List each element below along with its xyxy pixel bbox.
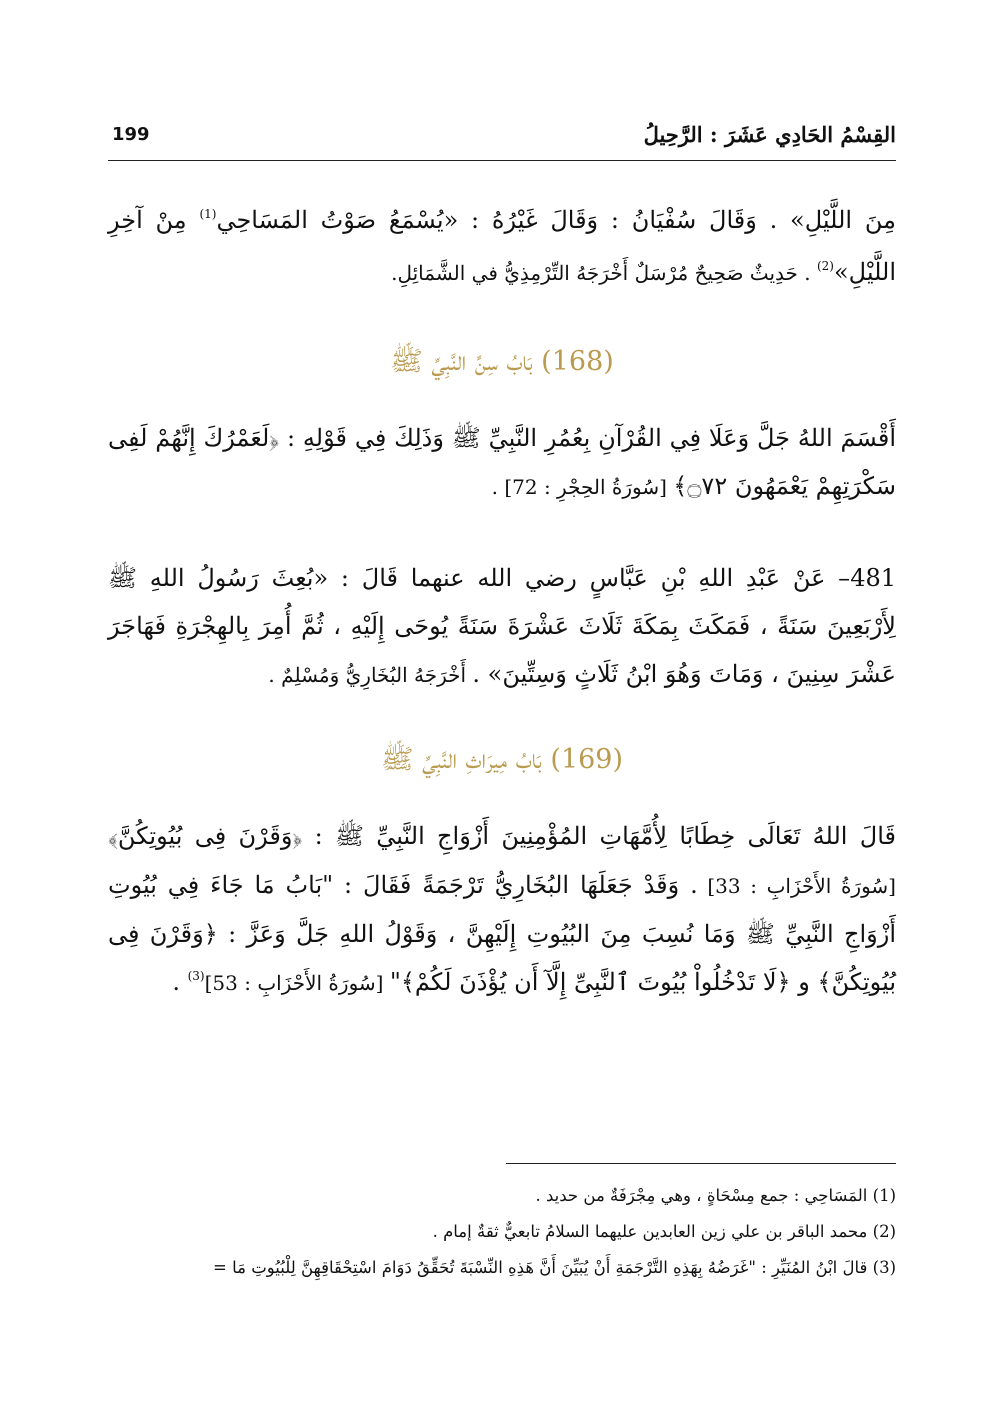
section-heading-168: (168) بَابُ سِنِّ النَّبِيِّ ﷺ — [390, 346, 614, 377]
quran-reference: [سُورَةُ الحِجْرِ : 72] . — [491, 475, 674, 499]
footnote-ref-2[interactable]: (2) — [816, 259, 834, 273]
header-divider — [108, 160, 896, 161]
footnote-divider — [506, 1163, 896, 1164]
page-header — [108, 118, 896, 158]
quran-reference-53: [سُورَةُ الأَحْزَابِ : 53] — [204, 971, 390, 995]
footnotes — [100, 1178, 896, 1286]
footnote-ref-3[interactable]: (3) — [187, 969, 205, 983]
footnote-2: (2) محمد الباقر بن علي زين العابدين عليهما السلامُ تابعيٌّ ثقةٌ إمام . — [432, 1222, 896, 1241]
paragraph-2-text: أَقْسَمَ اللهُ جَلَّ وَعَلَا فِي القُرْآنِ بِعُمُرِ النَّبِيِّ ﷺ وَذَلِكَ فِي قَوْلِهِ : ﴿لَعَمْرُكَ إِنَّهُمْ لَفِى سَكْرَتِهِمْ يَعْمَهُونَ ۝٧٢﴾ — [108, 424, 896, 500]
page-number: 199 — [112, 124, 150, 145]
footnote-1: (1) المَسَاحِي : جمع مِسْحَاةٍ ، وهي مِجْرَفَةٌ من حديد . — [535, 1186, 896, 1205]
paragraph-1-text-c: . حَدِيثٌ صَحِيحٌ مُرْسَلٌ أَخْرَجَهُ التِّرْمِذِيُّ في الشَّمَائِلِ. — [391, 261, 817, 285]
paragraph-1-text-b: مِنْ آخِرِ اللَّيْلِ» — [108, 206, 896, 286]
paragraph-1 — [108, 196, 896, 300]
hadith-481-text: 481– عَنْ عَبْدِ اللهِ بْنِ عَبَّاسٍ رضي الله عنهما قَالَ : «بُعِثَ رَسُولُ اللهِ ﷺ لِأَرْبَعِينَ سَنَةً ، فَمَكَثَ بِمَكَةَ ثَلَاثَ عَشْرَةَ سَنَةً يُوحَى إِلَيْهِ ، ثُمَّ أُمِرَ بِالهِجْرَةِ فَهَاجَرَ عَشْرَ سِنِينَ ، وَمَاتَ وَهُوَ ابْنُ ثَلَاثٍ وَسِتِّينَ» . — [108, 564, 896, 688]
hadith-481-source: أَخْرَجَهُ البُخَارِيُّ وَمُسْلِمٌ . — [268, 663, 473, 687]
footnote-ref-1[interactable]: (1) — [199, 207, 217, 221]
paragraph-2 — [108, 414, 896, 511]
running-title: القِسْمُ الحَادِي عَشَرَ : الرَّحِيلُ — [643, 122, 896, 147]
paragraph-4-text-b: . وَقَدْ جَعَلَهَا البُخَارِيُّ تَرْجَمَةً فَقَالَ : "بَابُ مَا جَاءَ فِي بُيُوتِ أَزْوَاجِ النَّبِيِّ ﷺ وَمَا نُسِبَ مِنَ البُيُوتِ إِلَيْهِنَّ ، وَقَوْلُ اللهِ جَلَّ وَعَزَّ : ﴿وَقَرْنَ فِى بُيُوتِكُنَّ﴾ و ﴿لَا تَدْخُلُواْ بُيُوتَ ٱلنَّبِىِّ إِلَّآ أَن يُؤْذَنَ لَكُمْ﴾" — [108, 871, 896, 996]
paragraph-4-text-a: قَالَ اللهُ تَعَالَى خِطَابًا لِأُمَّهَاتِ المُؤْمِنِينَ أَزْوَاجِ النَّبِيِّ ﷺ : ﴿وَقَرْنَ فِى بُيُوتِكُنَّ﴾ — [108, 822, 896, 850]
paragraph-4 — [108, 812, 896, 1010]
footnote-3: (3) قالَ ابْنُ المُنَيِّرِ : "غَرَضُهُ بِهَذِهِ التَّرْجَمَةِ أَنْ يُبَيِّنَ أَنَّ هَذِهِ النِّسْبَةَ تُحَقِّقُ دَوَامَ اسْتِحْقَاقِهِنَّ لِلْبُيُوتِ مَا = — [213, 1258, 896, 1277]
paragraph-1-text-a: مِنَ اللَّيْلِ» . وَقَالَ سُفْيَانُ : وَقَالَ غَيْرُهُ : «يُسْمَعُ صَوْتُ المَسَاحِي — [216, 206, 896, 234]
paragraph-4-end: . — [172, 968, 188, 996]
section-heading-169: (169) بَابُ مِيرَاثِ النَّبِيِّ ﷺ — [380, 744, 624, 775]
hadith-481 — [108, 554, 896, 699]
quran-reference-33: [سُورَةُ الأَحْزَابِ : 33] — [697, 874, 896, 898]
